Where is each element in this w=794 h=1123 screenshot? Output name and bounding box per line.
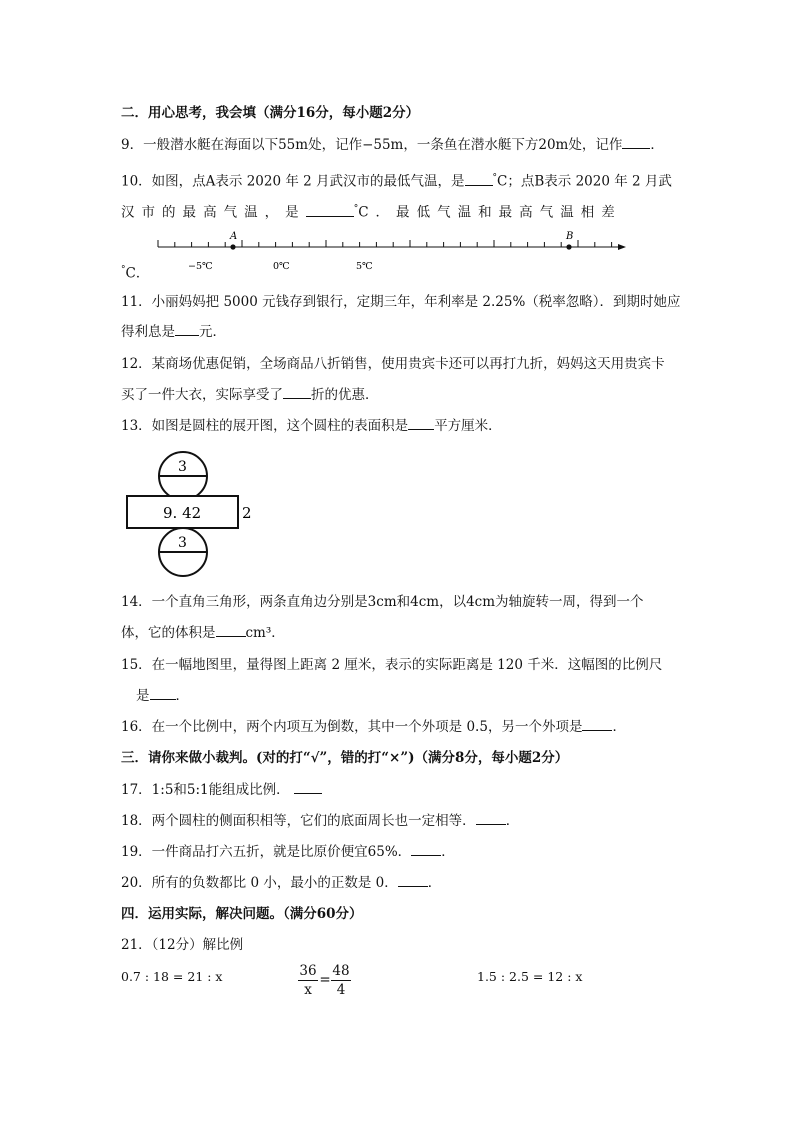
- question-16: [121, 717, 626, 737]
- answer-blank[interactable]: [582, 718, 612, 731]
- numerator: 36: [299, 963, 317, 979]
- tick-label-5: 5℃: [356, 261, 373, 272]
- question-10-text-e: C．: [125, 265, 150, 282]
- question-17-text: 17．1:5和5:1能组成比例．: [121, 782, 290, 798]
- question-13: [121, 416, 502, 436]
- tick-label-0: 0℃: [273, 261, 290, 272]
- top-diameter-label: 3: [178, 459, 187, 475]
- degree-sign: °: [353, 204, 359, 214]
- point-a: [230, 244, 235, 249]
- question-20-text: 20．所有的负数都比 0 小，最小的正数是 0．: [121, 875, 398, 891]
- question-15-line-1: 15．在一幅地图里，量得图上距离 2 厘米，表示的实际距离是 120 千米．这幅图的比例尺: [121, 657, 663, 673]
- question-9: [121, 135, 664, 155]
- cylinder-net-diagram: [118, 448, 268, 582]
- answer-blank[interactable]: [398, 874, 428, 887]
- question-10-text-c: 汉市的最高气温，是: [121, 204, 306, 221]
- fraction-48-over-4: [331, 962, 351, 999]
- question-11-line-2: [121, 322, 226, 342]
- answer-blank[interactable]: [150, 687, 176, 700]
- question-15-line-2: [136, 686, 189, 706]
- question-15-end: ．: [175, 688, 189, 704]
- question-11-text: 得利息是: [121, 324, 175, 340]
- question-9-text: 9．一般潜水艇在海面以下55m处，记作−55m，一条鱼在潜水艇下方20m处，记作: [121, 137, 623, 153]
- degree-sign: °: [121, 265, 126, 275]
- question-13-text: 13．如图是圆柱的展开图，这个圆柱的表面积是: [121, 418, 409, 434]
- question-11-line-1: 11．小丽妈妈把 5000 元钱存到银行，定期三年，年利率是 2.25%（税率忽略）．到期时她应: [121, 294, 681, 310]
- number-line-ticks: [158, 240, 612, 247]
- question-10-text-b: C；点B表示 2020 年 2 月武: [497, 173, 672, 190]
- question-9-end: ．: [650, 137, 664, 153]
- question-10-text-a: 10．如图，点A表示 2020 年 2 月武汉市的最低气温，是: [121, 173, 465, 190]
- bottom-diameter-label: 3: [178, 535, 187, 551]
- answer-blank[interactable]: [283, 386, 311, 399]
- answer-blank[interactable]: [622, 136, 650, 149]
- question-15-text: 是: [136, 688, 150, 704]
- answer-blank[interactable]: [216, 624, 246, 637]
- arrow-icon: [618, 244, 626, 250]
- denominator: 4: [331, 980, 351, 999]
- question-10-line-2: [121, 199, 622, 223]
- question-14-text: 体，它的体积是: [121, 625, 216, 641]
- question-19-end: ．: [441, 844, 455, 860]
- question-20: [121, 873, 441, 893]
- section-2-title: 二．用心思考，我会填（满分16分，每小题2分）: [121, 105, 420, 121]
- number-line: [150, 228, 635, 274]
- question-16-text: 16．在一个比例中，两个内项互为倒数，其中一个外项是 0.5，另一个外项是: [121, 719, 583, 735]
- answer-blank[interactable]: [306, 204, 354, 217]
- question-12-line-1: 12．某商场优惠促销，全场商品八折销售，使用贵宾卡还可以再打九折，妈妈这天用贵宾卡: [121, 356, 665, 372]
- question-18-end: ．: [505, 813, 520, 829]
- degree-sign: °: [492, 173, 498, 183]
- question-11-end: 元．: [199, 324, 226, 340]
- point-b-label: B: [566, 231, 574, 242]
- answer-blank[interactable]: [408, 417, 434, 430]
- answer-blank[interactable]: [294, 781, 322, 794]
- section-4-title: 四．运用实际，解决问题。（满分60分）: [121, 906, 363, 922]
- question-17: [121, 780, 322, 800]
- question-18-text: 18．两个圆柱的侧面积相等，它们的底面周长也一定相等．: [121, 813, 476, 829]
- question-20-end: ．: [427, 875, 442, 891]
- equation-1: 0.7 : 18 = 21 : x: [121, 969, 223, 984]
- question-12-line-2: [121, 385, 379, 405]
- numerator: 48: [332, 963, 350, 979]
- equals-sign: =: [319, 972, 331, 988]
- question-14-end: cm³．: [245, 625, 285, 641]
- question-12-text: 买了一件大衣，实际享受了: [121, 387, 283, 403]
- denominator: x: [298, 980, 318, 999]
- answer-blank[interactable]: [175, 323, 199, 336]
- tick-label-minus-5: −5℃: [188, 261, 213, 272]
- point-a-label: A: [230, 231, 238, 242]
- fraction-36-over-x: [298, 962, 318, 999]
- question-19: [121, 842, 455, 862]
- question-10-line-1: [121, 168, 672, 192]
- answer-blank[interactable]: [411, 843, 441, 856]
- question-19-text: 19．一件商品打六五折，就是比原价便宜65%．: [121, 844, 412, 860]
- question-21: 21．（12分）解比例: [121, 937, 244, 953]
- answer-blank[interactable]: [476, 812, 506, 825]
- point-b: [566, 244, 571, 249]
- question-18: [121, 811, 519, 831]
- answer-blank[interactable]: [465, 173, 493, 186]
- question-14-line-2: [121, 623, 285, 643]
- rectangle-height-label: 2: [242, 504, 252, 522]
- question-16-end: ．: [612, 719, 626, 735]
- question-10-text-d: C．最低气温和最高气温相差: [358, 204, 622, 221]
- question-14-line-1: 14．一个直角三角形，两条直角边分别是3cm和4cm，以4cm为轴旋转一周，得到一个: [121, 594, 644, 610]
- question-13-end: 平方厘米．: [434, 418, 502, 434]
- section-3-title: 三．请你来做小裁判。(对的打“√”，错的打“×”)（满分8分，每小题2分）: [121, 750, 569, 766]
- question-12-end: 折的优惠．: [311, 387, 379, 403]
- question-10-line-3: [121, 260, 149, 284]
- equation-3: 1.5 : 2.5 = 12 : x: [477, 969, 583, 984]
- rectangle-length-label: 9. 42: [163, 504, 202, 522]
